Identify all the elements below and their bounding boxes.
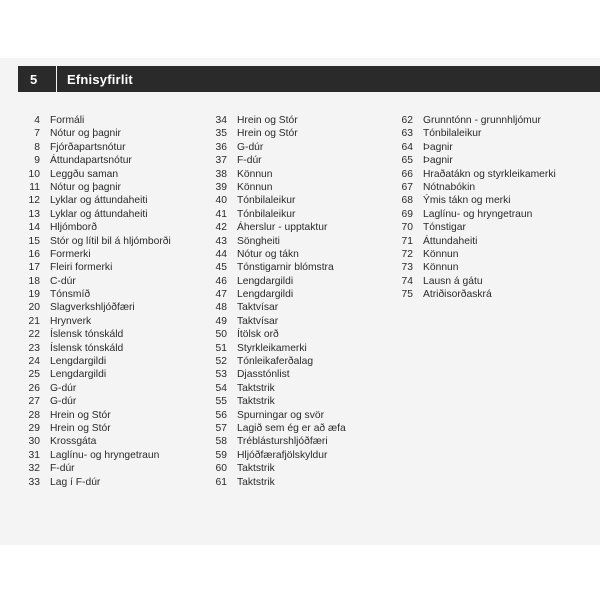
page-number: 22 bbox=[28, 329, 40, 341]
entry-title: Ítölsk orð bbox=[237, 329, 279, 341]
page-number: 54 bbox=[215, 382, 227, 394]
toc-entry bbox=[386, 127, 556, 140]
toc-entry bbox=[10, 194, 171, 207]
page-number: 71 bbox=[401, 235, 413, 247]
page-number: 68 bbox=[401, 195, 413, 207]
toc-entry bbox=[10, 154, 171, 167]
page-number: 19 bbox=[28, 289, 40, 301]
page-number: 38 bbox=[215, 168, 227, 180]
toc-entry bbox=[200, 476, 346, 489]
toc-entry bbox=[10, 208, 171, 221]
toc-entry bbox=[10, 435, 171, 448]
toc-entry bbox=[10, 275, 171, 288]
page-number: 45 bbox=[215, 262, 227, 274]
entry-title: G-dúr bbox=[50, 396, 77, 408]
page-number: 36 bbox=[215, 141, 227, 153]
toc-entry bbox=[10, 355, 171, 368]
entry-title: Fleiri formerki bbox=[50, 262, 113, 274]
toc-entry bbox=[200, 462, 346, 475]
toc-entry bbox=[10, 342, 171, 355]
toc-entry bbox=[200, 168, 346, 181]
page-number: 16 bbox=[28, 248, 40, 260]
page-number: 62 bbox=[401, 115, 413, 126]
book-page bbox=[0, 58, 600, 545]
page-number: 29 bbox=[28, 422, 40, 434]
entry-title: Lengdargildi bbox=[50, 356, 107, 368]
toc-entry bbox=[10, 301, 171, 314]
toc-entry bbox=[10, 248, 171, 261]
entry-title: Lagið sem ég er að æfa bbox=[237, 422, 346, 434]
page-number: 55 bbox=[215, 396, 227, 408]
entry-title: F-dúr bbox=[237, 155, 262, 167]
page-number: 33 bbox=[28, 476, 40, 488]
entry-title: Nótur og þagnir bbox=[50, 181, 121, 193]
page-number: 42 bbox=[215, 222, 227, 234]
entry-title: C-dúr bbox=[50, 275, 76, 287]
entry-title: Tréblásturshljóðfæri bbox=[237, 436, 328, 448]
toc-entry bbox=[10, 315, 171, 328]
entry-title: Djasstónlist bbox=[237, 369, 290, 381]
entry-title: Formerki bbox=[50, 248, 91, 260]
entry-title: Lag í F-dúr bbox=[50, 476, 101, 488]
toc-entry bbox=[386, 221, 556, 234]
page-number: 73 bbox=[401, 262, 413, 274]
page-number: 15 bbox=[28, 235, 40, 247]
toc-entry bbox=[10, 235, 171, 248]
toc-entry bbox=[200, 368, 346, 381]
page-number: 43 bbox=[215, 235, 227, 247]
page-number: 47 bbox=[215, 289, 227, 301]
entry-title: Tónstigar bbox=[423, 222, 466, 234]
toc-entry bbox=[10, 328, 171, 341]
entry-title: Íslensk tónskáld bbox=[50, 342, 124, 354]
entry-title: G-dúr bbox=[50, 382, 77, 394]
page-number: 69 bbox=[401, 208, 413, 220]
entry-title: Taktvísar bbox=[237, 315, 279, 327]
page-number: 40 bbox=[215, 195, 227, 207]
page-number: 14 bbox=[28, 222, 40, 234]
toc-entry bbox=[200, 154, 346, 167]
page-number: 24 bbox=[28, 356, 40, 368]
page-number: 58 bbox=[215, 436, 227, 448]
toc-entry bbox=[200, 141, 346, 154]
entry-title: Formáli bbox=[50, 115, 85, 126]
toc-entry bbox=[200, 355, 346, 368]
toc-entry bbox=[10, 114, 171, 127]
entry-title: Hljómborð bbox=[50, 222, 97, 234]
page-number: 50 bbox=[215, 329, 227, 341]
entry-title: Lyklar og áttundaheiti bbox=[50, 195, 148, 207]
entry-title: Hljóðfærafjölskyldur bbox=[237, 449, 328, 461]
page-number: 72 bbox=[401, 248, 413, 260]
section-header bbox=[18, 66, 600, 92]
entry-title: G-dúr bbox=[237, 141, 264, 153]
toc-entry bbox=[200, 422, 346, 435]
entry-title: Þagnir bbox=[423, 155, 453, 167]
entry-title: Nótnabókin bbox=[423, 181, 476, 193]
toc-entry bbox=[386, 154, 556, 167]
toc-entry bbox=[200, 301, 346, 314]
entry-title: Íslensk tónskáld bbox=[50, 329, 124, 341]
entry-title: Lyklar og áttundaheiti bbox=[50, 208, 148, 220]
toc-entry bbox=[10, 181, 171, 194]
toc-entry bbox=[386, 141, 556, 154]
toc-entry bbox=[200, 208, 346, 221]
entry-title: Taktstrik bbox=[237, 382, 275, 394]
toc-entry bbox=[200, 315, 346, 328]
toc-entry bbox=[10, 141, 171, 154]
toc-entry bbox=[10, 462, 171, 475]
toc-entry bbox=[10, 288, 171, 301]
entry-title: Grunntónn - grunnhljómur bbox=[423, 115, 541, 126]
entry-title: Hrynverk bbox=[50, 315, 92, 327]
toc-entry bbox=[200, 114, 346, 127]
entry-title: Taktstrik bbox=[237, 476, 275, 488]
page-number: 41 bbox=[215, 208, 227, 220]
entry-title: Tónstigarnir blómstra bbox=[237, 262, 334, 274]
page-number: 74 bbox=[401, 275, 413, 287]
entry-title: Taktstrik bbox=[237, 463, 275, 475]
page-number: 67 bbox=[401, 181, 413, 193]
toc-entry bbox=[10, 221, 171, 234]
toc-entry bbox=[386, 261, 556, 274]
page-number: 46 bbox=[215, 275, 227, 287]
page-number: 9 bbox=[34, 155, 40, 167]
toc-entry bbox=[200, 127, 346, 140]
entry-title: Laglínu- og hryngetraun bbox=[50, 449, 160, 461]
toc-entry bbox=[200, 409, 346, 422]
toc-entry bbox=[200, 181, 346, 194]
toc-entry bbox=[200, 221, 346, 234]
entry-title: Áttundaheiti bbox=[423, 235, 478, 247]
page-number: 4 bbox=[34, 115, 40, 126]
page-number: 60 bbox=[215, 463, 227, 475]
page-number: 17 bbox=[28, 262, 40, 274]
toc-entry bbox=[200, 342, 346, 355]
toc-entry bbox=[200, 435, 346, 448]
entry-title: F-dúr bbox=[50, 463, 75, 475]
toc-entry bbox=[10, 395, 171, 408]
toc-entry bbox=[200, 328, 346, 341]
toc-entry bbox=[386, 181, 556, 194]
entry-title: Söngheiti bbox=[237, 235, 280, 247]
page-number: 11 bbox=[29, 181, 40, 193]
toc-entry bbox=[386, 275, 556, 288]
toc-entry bbox=[10, 409, 171, 422]
toc-entry bbox=[386, 168, 556, 181]
page-number: 34 bbox=[215, 115, 227, 126]
entry-title: Lausn á gátu bbox=[423, 275, 483, 287]
page-number: 27 bbox=[28, 396, 40, 408]
page-number: 63 bbox=[401, 128, 413, 140]
section-title: Efnisyfirlit bbox=[67, 71, 133, 87]
entry-title: Hraðatákn og styrkleikamerki bbox=[423, 168, 556, 180]
entry-title: Krossgáta bbox=[50, 436, 97, 448]
entry-title: Tónbilaleikur bbox=[237, 195, 296, 207]
page-number: 18 bbox=[28, 275, 40, 287]
page-number: 57 bbox=[215, 422, 227, 434]
toc-entry bbox=[10, 168, 171, 181]
toc-entry bbox=[200, 248, 346, 261]
page-number: 30 bbox=[28, 436, 40, 448]
toc-entry bbox=[386, 194, 556, 207]
page-number: 13 bbox=[28, 208, 40, 220]
entry-title: Fjórðapartsnótur bbox=[50, 141, 126, 153]
entry-title: Ýmis tákn og merki bbox=[423, 195, 511, 207]
entry-title: Hrein og Stór bbox=[237, 115, 298, 126]
page-number: 44 bbox=[215, 248, 227, 260]
page-number: 52 bbox=[215, 356, 227, 368]
page-number: 12 bbox=[28, 195, 40, 207]
entry-title: Nótur og tákn bbox=[237, 248, 299, 260]
page-number: 37 bbox=[215, 155, 227, 167]
entry-title: Hrein og Stór bbox=[50, 422, 111, 434]
entry-title: Hrein og Stór bbox=[237, 128, 298, 140]
entry-title: Könnun bbox=[423, 248, 459, 260]
toc-entry bbox=[386, 208, 556, 221]
page-number: 20 bbox=[28, 302, 40, 314]
toc-column-2 bbox=[200, 114, 346, 489]
entry-title: Laglínu- og hryngetraun bbox=[423, 208, 533, 220]
page-number: 26 bbox=[28, 382, 40, 394]
page-number: 49 bbox=[215, 315, 227, 327]
page-number: 65 bbox=[401, 155, 413, 167]
toc-entry bbox=[10, 127, 171, 140]
page-number: 66 bbox=[401, 168, 413, 180]
toc-entry bbox=[200, 449, 346, 462]
toc-entry bbox=[200, 194, 346, 207]
page-number: 70 bbox=[401, 222, 413, 234]
entry-title: Tónsmíð bbox=[50, 289, 91, 301]
entry-title: Spurningar og svör bbox=[237, 409, 325, 421]
toc-entry bbox=[386, 235, 556, 248]
page-number: 10 bbox=[28, 168, 40, 180]
toc-entry bbox=[10, 368, 171, 381]
entry-title: Lengdargildi bbox=[50, 369, 107, 381]
toc-entry bbox=[200, 275, 346, 288]
page-number: 31 bbox=[28, 449, 40, 461]
page-number: 75 bbox=[401, 289, 413, 301]
entry-title: Styrkleikamerki bbox=[237, 342, 307, 354]
toc-entry bbox=[386, 114, 556, 127]
entry-title: Áttundapartsnótur bbox=[50, 155, 132, 167]
page-number: 39 bbox=[215, 181, 227, 193]
entry-title: Leggðu saman bbox=[50, 168, 119, 180]
page-number: 53 bbox=[215, 369, 227, 381]
toc-entry bbox=[386, 288, 556, 301]
entry-title: Könnun bbox=[237, 168, 273, 180]
entry-title: Þagnir bbox=[423, 141, 453, 153]
page-number: 8 bbox=[34, 141, 40, 153]
toc-entry bbox=[200, 382, 346, 395]
entry-title: Hrein og Stór bbox=[50, 409, 111, 421]
toc-entry bbox=[10, 382, 171, 395]
toc-column-3 bbox=[386, 114, 556, 301]
page-number: 51 bbox=[215, 342, 227, 354]
entry-title: Slagverkshljóðfæri bbox=[50, 302, 135, 314]
page-number: 21 bbox=[28, 315, 40, 327]
page-number: 28 bbox=[28, 409, 40, 421]
entry-title: Tónbilaleikur bbox=[237, 208, 296, 220]
toc-entry bbox=[10, 449, 171, 462]
page-number: 64 bbox=[401, 141, 413, 153]
page-number: 32 bbox=[28, 463, 40, 475]
toc-entry bbox=[10, 261, 171, 274]
entry-title: Stór og lítil bil á hljómborði bbox=[50, 235, 171, 247]
toc-entry bbox=[10, 476, 171, 489]
page-number: 7 bbox=[34, 128, 40, 140]
entry-title: Tónleikaferðalag bbox=[237, 356, 314, 368]
entry-title: Könnun bbox=[237, 181, 273, 193]
entry-title: Nótur og þagnir bbox=[50, 128, 121, 140]
toc-entry bbox=[386, 248, 556, 261]
entry-title: Áherslur - upptaktur bbox=[237, 222, 328, 234]
entry-title: Lengdargildi bbox=[237, 289, 294, 301]
entry-title: Atriðisorðaskrá bbox=[423, 289, 492, 301]
entry-title: Taktstrik bbox=[237, 396, 275, 408]
page-number: 48 bbox=[215, 302, 227, 314]
entry-title: Tónbilaleikur bbox=[423, 128, 482, 140]
page-number: 23 bbox=[28, 342, 40, 354]
toc-entry bbox=[200, 288, 346, 301]
entry-title: Lengdargildi bbox=[237, 275, 294, 287]
toc-column-1 bbox=[10, 114, 171, 489]
header-divider bbox=[56, 66, 57, 92]
page-number: 35 bbox=[215, 128, 227, 140]
toc-entry bbox=[200, 235, 346, 248]
toc-entry bbox=[200, 261, 346, 274]
entry-title: Könnun bbox=[423, 262, 459, 274]
page-number: 61 bbox=[215, 476, 227, 488]
page-number: 59 bbox=[215, 449, 227, 461]
page-number: 56 bbox=[215, 409, 227, 421]
entry-title: Taktvísar bbox=[237, 302, 279, 314]
toc-entry bbox=[200, 395, 346, 408]
toc-entry bbox=[10, 422, 171, 435]
page-number: 25 bbox=[28, 369, 40, 381]
section-number: 5 bbox=[30, 71, 38, 87]
